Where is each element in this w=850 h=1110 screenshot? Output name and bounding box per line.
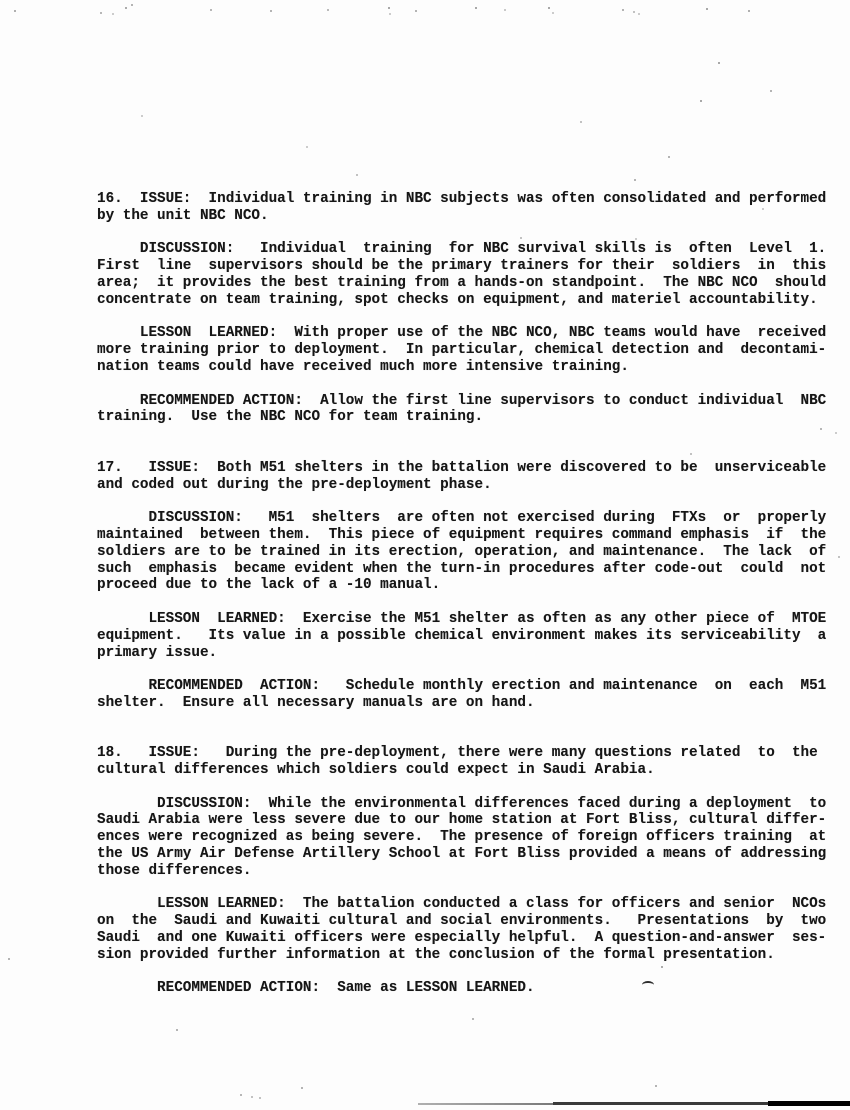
text-line: shelter. Ensure all necessary manuals are on hand. (97, 694, 535, 711)
scan-noise-scattered (0, 0, 2, 2)
text-line: and coded out during the pre-deployment phase. (97, 476, 492, 493)
paragraph-recommended-action-17 (97, 678, 837, 712)
text-line: LESSON LEARNED: Exercise the M51 shelter as often as any other piece of MTOE (97, 610, 827, 627)
text-line: LESSON LEARNED: The battalion conducted a class for officers and senior NCOs (97, 896, 827, 913)
text-line: such emphasis became evident when the turn-in procedures after code-out could not (97, 560, 827, 577)
text-line: RECOMMENDED ACTION: Allow the first line supervisors to conduct individual NBC (97, 392, 827, 409)
text-line: training. Use the NBC NCO for team training. (97, 409, 484, 426)
text-line: equipment. Its value in a possible chemical environment makes its serviceability a (97, 627, 827, 644)
paragraph-issue-17 (97, 460, 837, 494)
text-line: nation teams could have received much more intensive training. (97, 358, 629, 375)
section-18 (97, 745, 837, 997)
paragraph-discussion-18 (97, 796, 837, 880)
section-16 (97, 191, 837, 426)
text-line: proceed due to the lack of a -10 manual. (97, 577, 441, 594)
text-line: cultural differences which soldiers could expect in Saudi Arabia. (97, 762, 655, 779)
text-line: more training prior to deployment. In particular, chemical detection and decontami- (97, 342, 827, 359)
paragraph-lesson-learned-18 (97, 896, 837, 963)
text-line: by the unit NBC NCO. (97, 207, 269, 224)
paragraph-recommended-action-18 (97, 980, 837, 997)
text-line: RECOMMENDED ACTION: Schedule monthly erection and maintenance on each M51 (97, 678, 827, 695)
text-line: concentrate on team training, spot checks on equipment, and materiel accountability. (97, 291, 818, 308)
text-line: Saudi Arabia were less severe due to our home station at Fort Bliss, cultural differ- (97, 812, 827, 829)
text-line: DISCUSSION: While the environmental differences faced during a deployment to (97, 795, 827, 812)
text-line: Saudi and one Kuwaiti officers were especially helpful. A question-and-answer ses- (97, 930, 827, 947)
stray-pen-mark (642, 981, 654, 989)
text-line: DISCUSSION: M51 shelters are often not exercised during FTXs or properly (97, 510, 827, 527)
text-line: ences were recognized as being severe. The presence of foreign officers training at (97, 829, 827, 846)
text-line: 18. ISSUE: During the pre-deployment, there were many questions related to the (97, 745, 818, 762)
text-line: primary issue. (97, 644, 218, 661)
paragraph-discussion-16 (97, 241, 837, 308)
text-line: on the Saudi and Kuwaiti cultural and social environments. Presentations by two (97, 913, 827, 930)
scan-edge-bar-dark (768, 1101, 850, 1106)
paragraph-issue-18 (97, 745, 837, 779)
text-line: maintained between them. This piece of equipment requires command emphasis if the (97, 526, 827, 543)
text-line: LESSON LEARNED: With proper use of the NBC NCO, NBC teams would have received (97, 325, 827, 342)
text-line: DISCUSSION: Individual training for NBC survival skills is often Level 1. (97, 241, 827, 258)
text-line: First line supervisors should be the primary trainers for their soldiers in this (97, 258, 827, 275)
paragraph-recommended-action-16 (97, 393, 837, 427)
text-line: 17. ISSUE: Both M51 shelters in the battalion were discovered to be unserviceable (97, 459, 827, 476)
paragraph-lesson-learned-17 (97, 611, 837, 661)
text-line: those differences. (97, 862, 252, 879)
section-17 (97, 460, 837, 712)
paragraph-discussion-17 (97, 510, 837, 594)
text-line: 16. ISSUE: Individual training in NBC subjects was often consolidated and performed (97, 191, 827, 207)
paragraph-lesson-learned-16 (97, 325, 837, 375)
text-line: sion provided further information at the conclusion of the formal presentation. (97, 946, 775, 963)
text-line: RECOMMENDED ACTION: Same as LESSON LEARNED. (97, 980, 535, 997)
text-line: the US Army Air Defense Artillery School at Fort Bliss provided a means of addressing (97, 846, 827, 863)
paragraph-issue-16 (97, 191, 837, 225)
text-line: area; it provides the best training from a hands-on standpoint. The NBC NCO should (97, 274, 827, 291)
text-line: soldiers are to be trained in its erection, operation, and maintenance. The lack of (97, 543, 827, 560)
document-text (97, 191, 837, 997)
